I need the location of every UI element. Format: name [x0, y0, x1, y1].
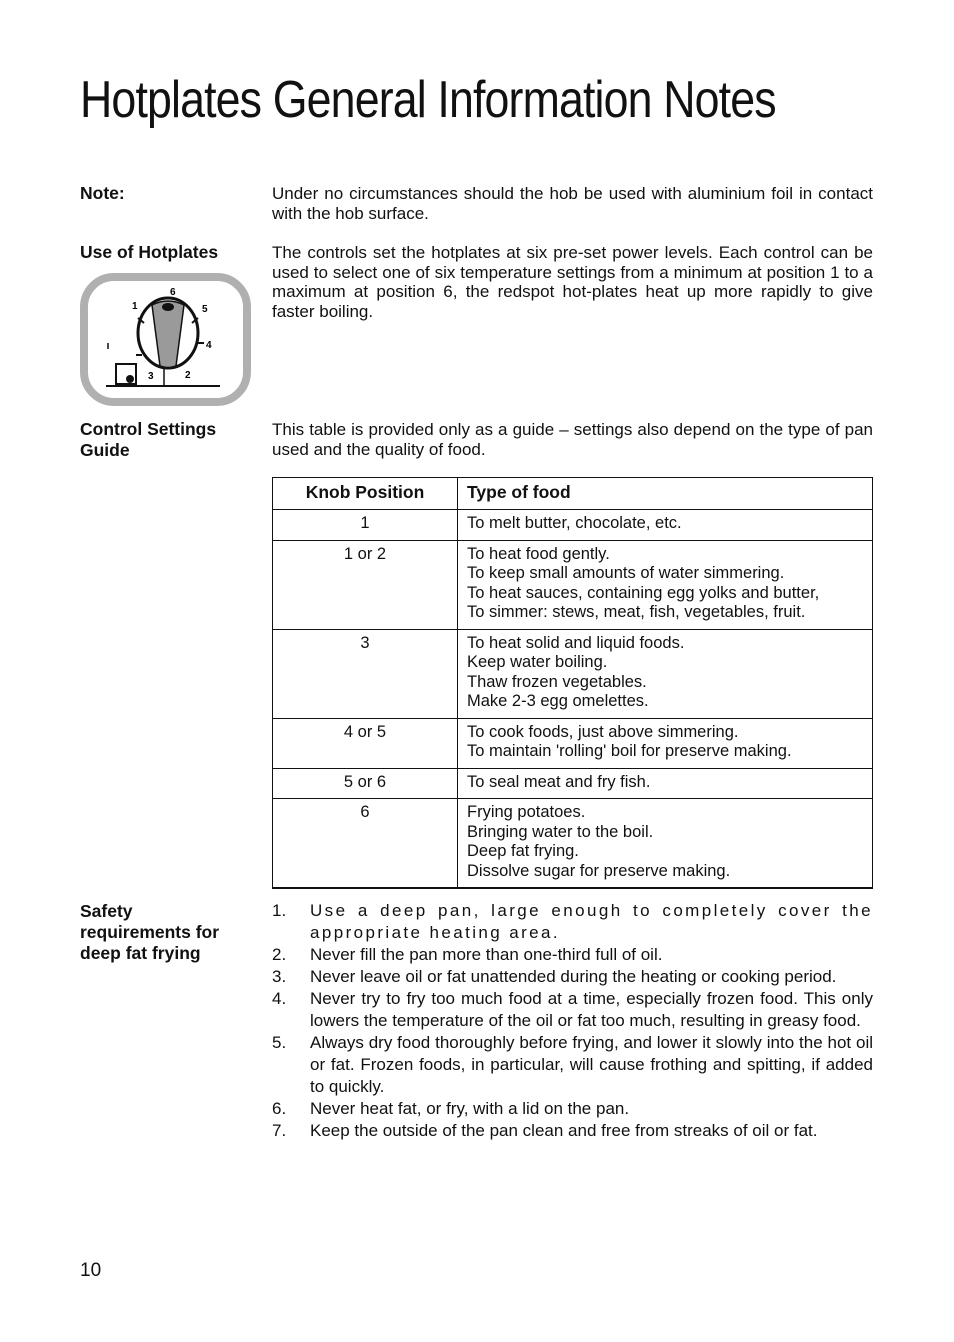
list-item-number: 2. — [272, 945, 287, 964]
food-line: To heat solid and liquid foods. — [467, 633, 685, 652]
control-knob-icon — [80, 273, 251, 406]
safety-list — [272, 900, 873, 1142]
knob-mark-1: 1 — [132, 301, 138, 312]
list-item-number: 7. — [272, 1121, 287, 1140]
table-row — [273, 768, 873, 799]
knob-position-cell: 1 or 2 — [273, 540, 458, 629]
note-text: Under no circumstances should the hob be used with aluminium foil in contact with the hob surface. — [272, 184, 873, 223]
food-line: Thaw frozen vegetables. — [467, 672, 647, 691]
knob-position-cell: 6 — [273, 799, 458, 889]
food-line: To simmer: stews, meat, fish, vegetables, fruit. — [467, 603, 806, 621]
type-of-food-cell — [458, 629, 873, 718]
header-type-of-food: Type of food — [458, 478, 873, 510]
page-number: 10 — [80, 1260, 102, 1281]
type-of-food-cell — [458, 540, 873, 629]
control-settings-label: Control Settings Guide — [80, 419, 217, 460]
knob-position-cell: 5 or 6 — [273, 768, 458, 799]
knob-mark-3: 3 — [148, 371, 154, 382]
list-item-text: Never heat fat, or fry, with a lid on the pan. — [310, 1099, 630, 1118]
type-of-food-cell — [458, 510, 873, 541]
table-row — [273, 540, 873, 629]
list-item-text: Keep the outside of the pan clean and free from streaks of oil or fat. — [310, 1121, 818, 1140]
table-header-row — [273, 478, 873, 510]
list-item — [272, 1032, 873, 1098]
control-settings-text: This table is provided only as a guide – settings also depend on the type of pan used and the quality of food. — [272, 420, 873, 459]
use-of-hotplates-label: Use of Hotplates — [80, 242, 219, 262]
food-line: Keep water boiling. — [467, 653, 608, 671]
knob-mark-6: 6 — [170, 287, 176, 298]
food-line: To heat food gently. — [467, 544, 610, 563]
list-item-text: Use a deep pan, large enough to completely cover the appropriate heating area. — [310, 901, 873, 942]
list-item — [272, 1098, 873, 1120]
hotplate-control-knob-illustration — [80, 273, 251, 406]
safety-label: Safety requirements for deep fat frying — [80, 901, 220, 963]
note-label: Note: — [80, 183, 125, 203]
type-of-food-cell — [458, 799, 873, 889]
list-item — [272, 1120, 873, 1142]
control-settings-table — [272, 477, 873, 889]
list-item — [272, 966, 873, 988]
table-row — [273, 718, 873, 768]
list-item-text: Never leave oil or fat unattended during the heating or cooking period. — [310, 967, 837, 986]
list-item-number: 1. — [272, 901, 287, 920]
list-item-text: Never try to fry too much food at a time, especially frozen food. This only lowers the temperature of the oil or fat too much, resulting in greasy food. — [310, 989, 873, 1030]
knob-position-cell: 3 — [273, 629, 458, 718]
type-of-food-cell — [458, 768, 873, 799]
food-line: Make 2-3 egg omelettes. — [467, 692, 649, 710]
knob-mark-5: 5 — [202, 304, 208, 315]
list-item-number: 3. — [272, 967, 287, 986]
list-item-number: 6. — [272, 1099, 287, 1118]
food-line: To keep small amounts of water simmering. — [467, 564, 785, 582]
food-line: To cook foods, just above simmering. — [467, 722, 739, 741]
food-line: Frying potatoes. — [467, 803, 586, 821]
food-line: To seal meat and fry fish. — [467, 772, 651, 791]
list-item — [272, 900, 873, 944]
knob-position-cell: 4 or 5 — [273, 718, 458, 768]
list-item — [272, 988, 873, 1032]
list-item-text: Always dry food thoroughly before frying, and lower it slowly into the hot oil or fat. Frozen foods, in particular, will cause frothing and spitting, if added to quickly. — [310, 1033, 873, 1096]
list-item — [272, 944, 873, 966]
knob-mark-2: 2 — [185, 370, 191, 381]
use-of-hotplates-text: The controls set the hotplates at six pre-set power levels. Each control can be used to select one of six temperature settings from a minimum at position 1 to a maximum at position 6, the redspot hot-plates heat up more rapidly to give faster boiling. — [272, 243, 873, 321]
knob-mark-4: 4 — [206, 340, 212, 351]
table-row — [273, 629, 873, 718]
list-item-number: 4. — [272, 989, 287, 1008]
table-row — [273, 799, 873, 889]
table-row — [273, 510, 873, 541]
food-line: To heat sauces, containing egg yolks and butter, — [467, 583, 820, 602]
knob-position-cell: 1 — [273, 510, 458, 541]
type-of-food-cell — [458, 718, 873, 768]
list-item-text: Never fill the pan more than one-third full of oil. — [310, 945, 663, 964]
food-line: To maintain 'rolling' boil for preserve making. — [467, 742, 792, 760]
food-line: Deep fat frying. — [467, 842, 579, 860]
food-line: To melt butter, chocolate, etc. — [467, 514, 682, 532]
page-title: Hotplates General Information Notes — [80, 71, 776, 129]
food-line: Bringing water to the boil. — [467, 822, 654, 841]
header-knob-position: Knob Position — [273, 478, 458, 510]
list-item-number: 5. — [272, 1033, 287, 1052]
food-line: Dissolve sugar for preserve making. — [467, 861, 731, 880]
